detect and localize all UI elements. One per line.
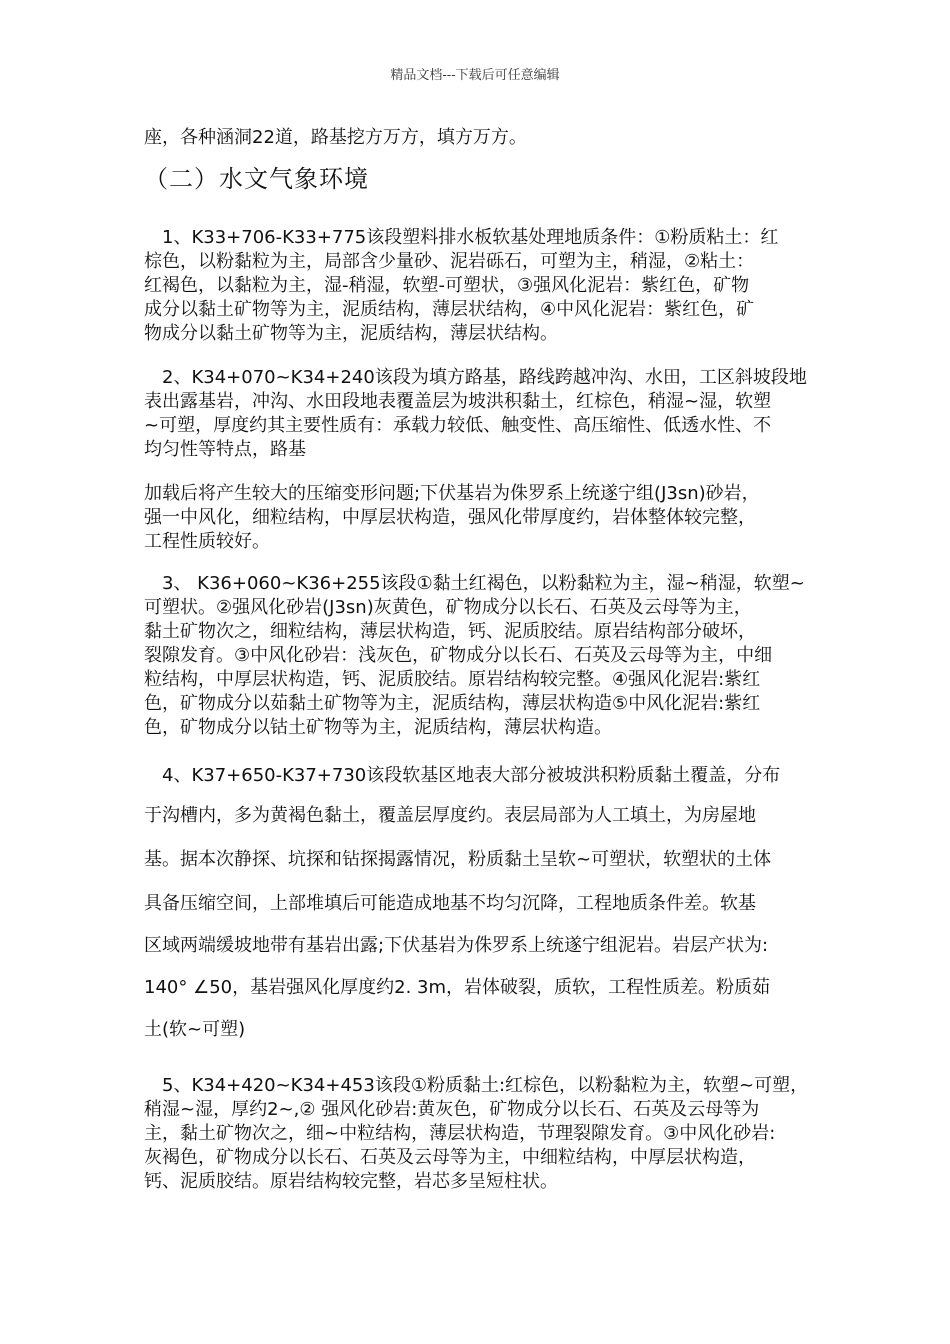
paragraph-line: 灰褐色，矿物成分以长石、石英及云母等为主，中细粒结构，中厚层状构造， [144, 1147, 756, 1168]
paragraph-line: 稍湿~湿，厚约2~,② 强风化砂岩:黄灰色，矿物成分以长石、石英及云母等为 [144, 1099, 760, 1120]
page-header: 精品文档---下载后可任意编辑 [390, 68, 560, 83]
paragraph-line: 粒结构，中厚层状构造，钙、泥质胶结。原岩结构较完整。④强风化泥岩:紫红 [144, 669, 761, 690]
paragraph-line: 色，矿物成分以茹黏土矿物等为主，泥质结构，薄层状构造⑤中风化泥岩:紫红 [144, 693, 761, 714]
paragraph-line: 具备压缩空间，上部堆填后可能造成地基不均匀沉降，工程地质条件差。软基 [144, 893, 756, 914]
paragraph-line: 可塑状。②强风化砂岩(J3sn)灰黄色，矿物成分以长石、石英及云母等为主， [144, 597, 752, 618]
paragraph-line: 均匀性等特点，路基 [144, 439, 306, 460]
paragraph-line: 4、K37+650-K37+730该段软基区地表大部分被坡洪积粉质黏土覆盖，分布 [144, 765, 781, 786]
paragraph-line: 裂隙发育。③中风化砂岩：浅灰色，矿物成分以长石、石英及云母等为主，中细 [144, 645, 773, 666]
paragraph-line: 于沟槽内，多为黄褐色黏土，覆盖层厚度约。表层局部为人工填土，为房屋地 [144, 805, 756, 826]
paragraph-line: 区域两端缓坡地带有基岩出露;下伏基岩为侏罗系上统遂宁组泥岩。岩层产状为: [144, 935, 769, 956]
paragraph-line: 红褐色，以黏粒为主，湿-稍湿，软塑-可塑状，③强风化泥岩：紫红色，矿物 [144, 275, 750, 296]
paragraph-line: 3、 K36+060~K36+255该段①黏土红褐色，以粉黏粒为主，湿~稍湿，软塑~ [144, 573, 805, 594]
paragraph-line: 140° ∠50，基岩强风化厚度约2. 3m，岩体破裂，质软，工程性质差。粉质茹 [144, 977, 770, 998]
paragraph-line: 成分以黏土矿物等为主，泥质结构，薄层状结构，④中风化泥岩：紫红色，矿 [144, 299, 755, 320]
section-heading: （二）水文气象环境 [144, 165, 369, 193]
paragraph-line: 1、K33+706-K33+775该段塑料排水板软基处理地质条件：①粉质粘土：红 [144, 227, 779, 248]
paragraph-line: 工程性质较好。 [144, 531, 270, 552]
paragraph-line: 主，黏土矿物次之，细~中粒结构，薄层状构造，节理裂隙发育。③中风化砂岩: [144, 1123, 776, 1144]
paragraph-line: 棕色，以粉黏粒为主，局部含少量砂、泥岩砾石，可塑为主，稍湿，②粘土： [144, 251, 755, 272]
paragraph-line: 色，矿物成分以钴土矿物等为主，泥质结构，薄层状构造。 [144, 717, 612, 738]
paragraph-line: 强一中风化，细粒结构，中厚层状构造，强风化带厚度约，岩体整体较完整， [144, 507, 756, 528]
intro-line: 座，各种涵洞22道，路基挖方万方，填方万方。 [144, 127, 527, 148]
paragraph-line: 5、K34+420~K34+453该段①粉质黏土:红棕色，以粉黏粒为主，软塑~可塑， [144, 1075, 809, 1096]
paragraph-line: ~可塑，厚度约其主要性质有：承载力较低、触变性、高压缩性、低透水性、不 [144, 415, 772, 436]
paragraph-line: 土(软~可塑) [144, 1019, 246, 1040]
paragraph-line: 基。据本次静探、坑探和钻探揭露情况，粉质黏土呈软~可塑状，软塑状的土体 [144, 849, 772, 870]
paragraph-line: 2、K34+070~K34+240该段为填方路基，路线跨越冲沟、水田，工区斜坡段地 [144, 367, 807, 388]
paragraph-line: 钙、泥质胶结。原岩结构较完整，岩芯多呈短柱状。 [144, 1171, 558, 1192]
paragraph-line: 黏土矿物次之，细粒结构，薄层状构造，钙、泥质胶结。原岩结构部分破坏， [144, 621, 756, 642]
paragraph-line: 加载后将产生较大的压缩变形问题;下伏基岩为侏罗系上统遂宁组(J3sn)砂岩， [144, 483, 760, 504]
paragraph-line: 表出露基岩，冲沟、水田段地表覆盖层为坡洪积黏土，红棕色，稍湿~湿，软塑 [144, 391, 772, 412]
paragraph-line: 物成分以黏土矿物等为主，泥质结构，薄层状结构。 [144, 323, 558, 344]
